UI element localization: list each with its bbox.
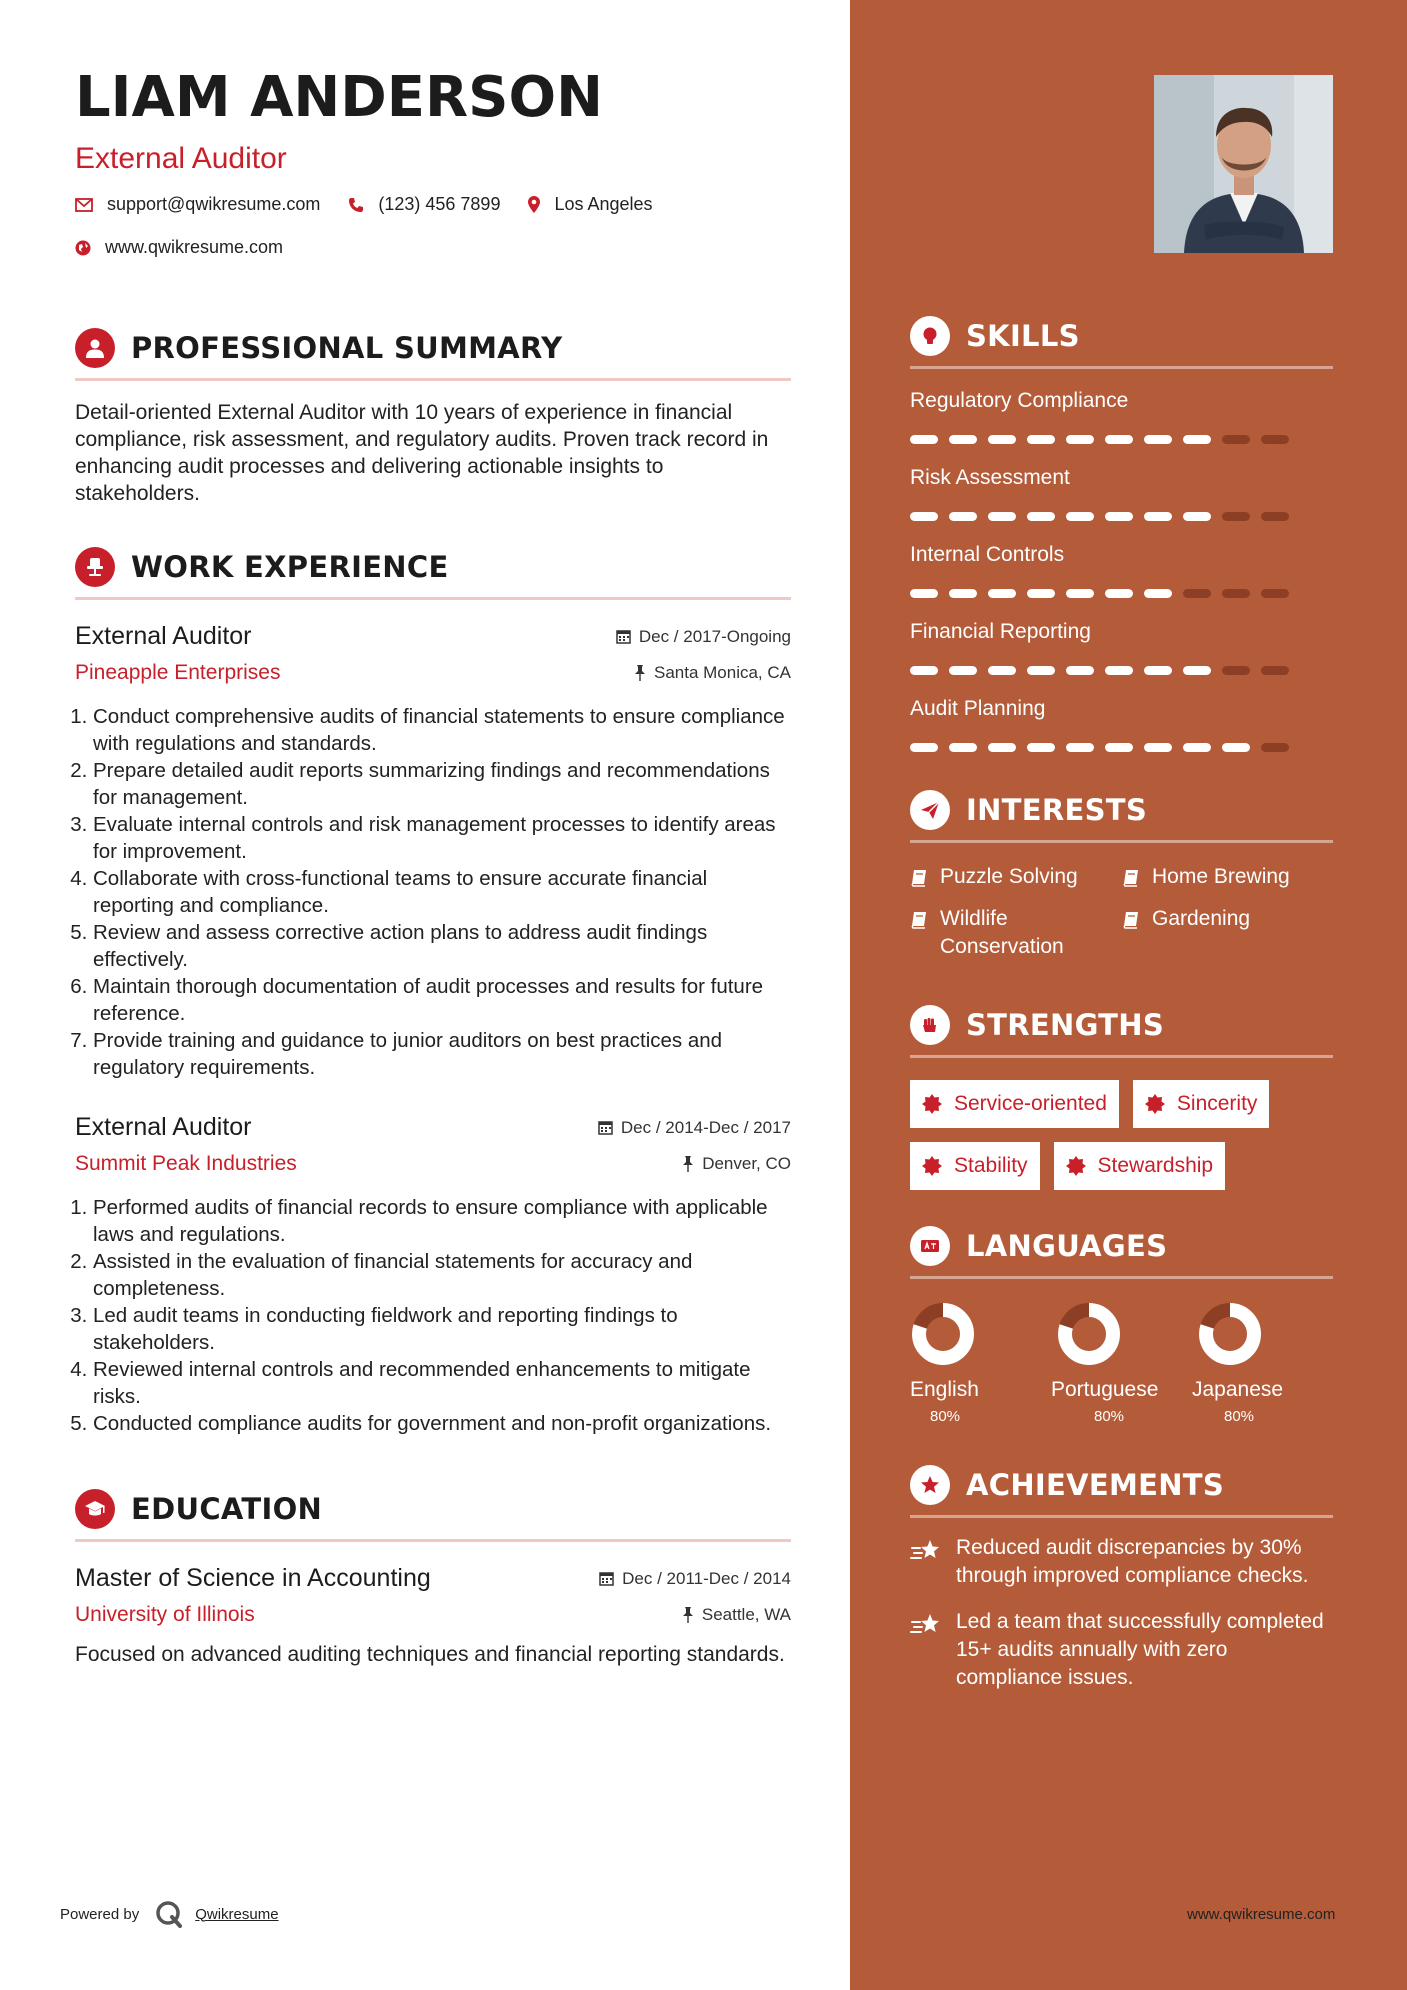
skill-level-dot	[1261, 435, 1289, 444]
list-item: 5. Conducted compliance audits for government and non-profit organizations.	[93, 1410, 791, 1437]
skill-level-dot	[1027, 743, 1055, 752]
lightbulb-icon	[910, 316, 950, 356]
skill-level-dot	[949, 743, 977, 752]
skill-level-dot	[949, 512, 977, 521]
experience-heading	[75, 547, 791, 600]
phone-icon	[348, 197, 364, 213]
education-dates-text: Dec / 2011-Dec / 2014	[622, 1568, 791, 1588]
skill-level-dot	[1066, 435, 1094, 444]
badge-icon	[922, 1156, 942, 1176]
language-item	[910, 1301, 1051, 1425]
language-name: Japanese	[1192, 1378, 1284, 1401]
skill-level-dot	[1027, 512, 1055, 521]
list-item	[910, 1608, 1333, 1692]
degree-title: Master of Science in Accounting	[75, 1564, 431, 1592]
skill-level-dot	[1261, 743, 1289, 752]
achievements-title: ACHIEVEMENTS	[966, 1468, 1225, 1502]
list-item: 4. Collaborate with cross-functional teams to ensure accurate financial reporting and compliance.	[93, 865, 791, 919]
qwikresume-logo-icon	[155, 1900, 183, 1928]
book-icon	[910, 911, 928, 929]
list-item: 6. Maintain thorough documentation of audit processes and results for future reference.	[93, 973, 791, 1027]
main-column	[75, 65, 791, 1668]
skill-level-dot	[988, 743, 1016, 752]
job-dates-text: Dec / 2014-Dec / 2017	[620, 1117, 791, 1137]
skill-level-dot	[949, 666, 977, 675]
skill-level-bar	[910, 589, 1333, 598]
list-item: 7. Provide training and guidance to junior auditors on best practices and regulatory requirements.	[93, 1027, 791, 1081]
skill-level-dot	[1222, 589, 1250, 598]
contact-row	[75, 194, 791, 215]
user-icon	[75, 328, 115, 368]
skill-level-dot	[988, 589, 1016, 598]
list-item: 3. Evaluate internal controls and risk management processes to identify areas for improvement.	[93, 811, 791, 865]
skill-level-dot	[1261, 512, 1289, 521]
skill-level-dot	[1027, 666, 1055, 675]
strength-label: Stewardship	[1097, 1154, 1214, 1177]
skill-level-dot	[988, 435, 1016, 444]
skill-level-dot	[1183, 512, 1211, 521]
list-item: 5. Review and assess corrective action plans to address audit findings effectively.	[93, 919, 791, 973]
strength-label: Service-oriented	[954, 1092, 1107, 1115]
list-item: 2. Prepare detailed audit reports summarizing findings and recommendations for management.	[93, 757, 791, 811]
calendar-icon	[616, 629, 631, 644]
education-title: EDUCATION	[131, 1492, 323, 1526]
shooting-star-icon	[910, 1538, 942, 1564]
interests-title: INTERESTS	[966, 793, 1148, 827]
language-donut-chart	[910, 1301, 976, 1367]
skill-level-dot	[1027, 435, 1055, 444]
skill-level-dot	[1222, 512, 1250, 521]
skill-level-dot	[1144, 666, 1172, 675]
skill-level-dot	[1066, 743, 1094, 752]
contact-phone[interactable]	[348, 194, 500, 215]
company-name: Summit Peak Industries	[75, 1152, 297, 1175]
office-chair-icon	[75, 547, 115, 587]
job-dates	[598, 1118, 791, 1138]
skill-level-dot	[910, 666, 938, 675]
fist-icon	[910, 1005, 950, 1045]
list-item: 1. Performed audits of financial records to ensure compliance with applicable laws and regulations.	[93, 1194, 791, 1248]
skill-level-dot	[1222, 743, 1250, 752]
calendar-icon	[599, 1571, 614, 1586]
skill-level-dot	[988, 512, 1016, 521]
language-donut-chart	[1197, 1301, 1263, 1367]
skill-name: Audit Planning	[910, 697, 1046, 720]
candidate-name: LIAM ANDERSON	[75, 65, 603, 130]
graduation-icon	[75, 1489, 115, 1529]
strength-tag	[1133, 1080, 1270, 1128]
language-icon	[910, 1226, 950, 1266]
skill-level-dot	[1066, 512, 1094, 521]
map-pin-icon	[528, 196, 540, 213]
location-text: Los Angeles	[554, 194, 653, 214]
strengths-title: STRENGTHS	[966, 1008, 1165, 1042]
email-text: support@qwikresume.com	[107, 194, 321, 214]
job-location-text: Denver, CO	[702, 1154, 791, 1173]
skill-level-dot	[1222, 435, 1250, 444]
skills-heading	[910, 316, 1333, 369]
skill-level-dot	[1105, 666, 1133, 675]
language-percent: 80%	[1094, 1408, 1125, 1425]
skill-level-dot	[949, 589, 977, 598]
job-location-text: Santa Monica, CA	[653, 663, 791, 682]
job-location	[634, 663, 791, 683]
skill-level-dot	[1261, 589, 1289, 598]
contact-location	[528, 194, 652, 215]
skill-level-bar	[910, 512, 1333, 521]
list-item	[910, 905, 1122, 961]
summary-heading	[75, 328, 791, 381]
skill-level-dot	[1183, 435, 1211, 444]
language-item	[1192, 1301, 1333, 1425]
job-entry	[75, 622, 791, 1081]
skills-title: SKILLS	[966, 319, 1080, 353]
list-item: 4. Reviewed internal controls and recommended enhancements to mitigate risks.	[93, 1356, 791, 1410]
education-description: Focused on advanced auditing techniques and financial reporting standards.	[75, 1643, 785, 1666]
skill-level-bar	[910, 435, 1333, 444]
education-location	[682, 1605, 791, 1625]
badge-icon	[1066, 1156, 1086, 1176]
pushpin-icon	[682, 1607, 694, 1623]
language-percent: 80%	[1224, 1408, 1255, 1425]
sidebar	[910, 0, 1333, 1692]
interest-label: Gardening	[1152, 907, 1251, 930]
powered-by-text: Powered by	[60, 1905, 140, 1923]
achievement-text: Reduced audit discrepancies by 30% through improved compliance checks.	[956, 1536, 1309, 1587]
education-location-text: Seattle, WA	[701, 1605, 791, 1624]
skill-name: Internal Controls	[910, 543, 1065, 566]
book-icon	[910, 869, 928, 887]
skill-level-dot	[1183, 666, 1211, 675]
footer-powered-by	[60, 1900, 279, 1928]
languages-list	[910, 1301, 1333, 1425]
skill-level-dot	[1261, 666, 1289, 675]
experience-title: WORK EXPERIENCE	[131, 550, 449, 584]
job-title: External Auditor	[75, 622, 252, 650]
skill-level-dot	[1183, 743, 1211, 752]
skill-name: Regulatory Compliance	[910, 389, 1129, 412]
job-location	[682, 1154, 791, 1174]
list-item: 1. Conduct comprehensive audits of financial statements to ensure compliance with regulations and standards.	[93, 703, 791, 757]
list-item	[1122, 863, 1322, 891]
book-icon	[1122, 911, 1140, 929]
skill-level-dot	[910, 589, 938, 598]
language-percent: 80%	[930, 1408, 961, 1425]
skill-level-dot	[1144, 435, 1172, 444]
skill-level-dot	[949, 435, 977, 444]
phone-text: (123) 456 7899	[378, 194, 501, 214]
job-bullets	[75, 703, 791, 1081]
skill-level-dot	[1183, 589, 1211, 598]
skill-level-dot	[1222, 666, 1250, 675]
achievement-text: Led a team that successfully completed 15+ audits annually with zero compliance issues.	[956, 1610, 1324, 1689]
brand-link[interactable]: Qwikresume	[195, 1905, 279, 1923]
website-text: www.qwikresume.com	[105, 237, 284, 257]
candidate-role: External Auditor	[75, 142, 287, 175]
interest-label: Wildlife Conservation	[940, 907, 1064, 958]
job-entry	[75, 1113, 791, 1437]
language-name: English	[910, 1378, 979, 1401]
school-name: University of Illinois	[75, 1603, 255, 1626]
company-name: Pineapple Enterprises	[75, 661, 281, 684]
skill-level-dot	[1105, 589, 1133, 598]
strength-label: Stability	[954, 1154, 1028, 1177]
languages-title: LANGUAGES	[966, 1229, 1168, 1263]
badge-icon	[922, 1094, 942, 1114]
achievements-list	[910, 1534, 1333, 1692]
skill-level-dot	[1105, 435, 1133, 444]
skill-level-dot	[1066, 589, 1094, 598]
list-item	[910, 1534, 1333, 1590]
skill-level-dot	[1027, 589, 1055, 598]
job-bullets	[75, 1194, 791, 1437]
strength-tag	[910, 1080, 1119, 1128]
globe-icon	[75, 240, 91, 256]
skill-name: Financial Reporting	[910, 620, 1091, 643]
skill-level-dot	[1066, 666, 1094, 675]
skill-level-bar	[910, 666, 1333, 675]
strength-tag	[1054, 1142, 1226, 1190]
list-item: 3. Led audit teams in conducting fieldwork and reporting findings to stakeholders.	[93, 1302, 791, 1356]
paper-plane-icon	[910, 790, 950, 830]
list-item: 2. Assisted in the evaluation of financial statements for accuracy and completeness.	[93, 1248, 791, 1302]
skill-level-dot	[1144, 743, 1172, 752]
skill-level-dot	[1144, 512, 1172, 521]
interests-list	[910, 863, 1333, 961]
skill-level-bar	[910, 743, 1333, 752]
interest-label: Home Brewing	[1152, 865, 1290, 888]
language-donut-chart	[1056, 1301, 1122, 1367]
summary-text: Detail-oriented External Auditor with 10 years of experience in financial compliance, risk assessment, and regulatory audits. Proven track record in enhancing audit processes and delivering actionable insights to stakeholders.	[75, 401, 769, 505]
language-item	[1051, 1301, 1192, 1425]
skill-name: Risk Assessment	[910, 466, 1070, 489]
skill-level-dot	[910, 435, 938, 444]
job-dates-text: Dec / 2017-Ongoing	[638, 626, 791, 646]
contact-email[interactable]	[75, 194, 320, 215]
achievements-heading	[910, 1465, 1333, 1518]
badge-icon	[1145, 1094, 1165, 1114]
summary-title: PROFESSIONAL SUMMARY	[131, 331, 563, 365]
list-item	[1122, 905, 1322, 961]
envelope-icon	[75, 198, 93, 212]
interests-heading	[910, 790, 1333, 843]
strength-label: Sincerity	[1176, 1092, 1258, 1115]
skill-level-dot	[910, 512, 938, 521]
skill-level-dot	[988, 666, 1016, 675]
skill-level-dot	[1144, 589, 1172, 598]
skills-list	[910, 389, 1333, 752]
education-heading	[75, 1489, 791, 1542]
contact-row-website	[75, 237, 791, 258]
interest-label: Puzzle Solving	[940, 865, 1078, 888]
education-entry	[75, 1564, 791, 1668]
book-icon	[1122, 869, 1140, 887]
skill-level-dot	[910, 743, 938, 752]
strength-tag	[910, 1142, 1040, 1190]
strengths-heading	[910, 1005, 1333, 1058]
skill-level-dot	[1105, 512, 1133, 521]
list-item	[910, 863, 1122, 891]
education-dates	[599, 1569, 791, 1589]
language-name: Portuguese	[1051, 1378, 1159, 1401]
job-title: External Auditor	[75, 1113, 252, 1141]
contact-website[interactable]	[75, 237, 283, 258]
calendar-icon	[598, 1120, 613, 1135]
pushpin-icon	[682, 1156, 694, 1172]
star-badge-icon	[910, 1465, 950, 1505]
shooting-star-icon	[910, 1612, 942, 1638]
languages-heading	[910, 1226, 1333, 1279]
strengths-list	[910, 1080, 1333, 1204]
footer-site[interactable]: www.qwikresume.com	[1187, 1906, 1336, 1923]
job-dates	[616, 627, 791, 647]
skill-level-dot	[1105, 743, 1133, 752]
pushpin-icon	[634, 665, 646, 681]
